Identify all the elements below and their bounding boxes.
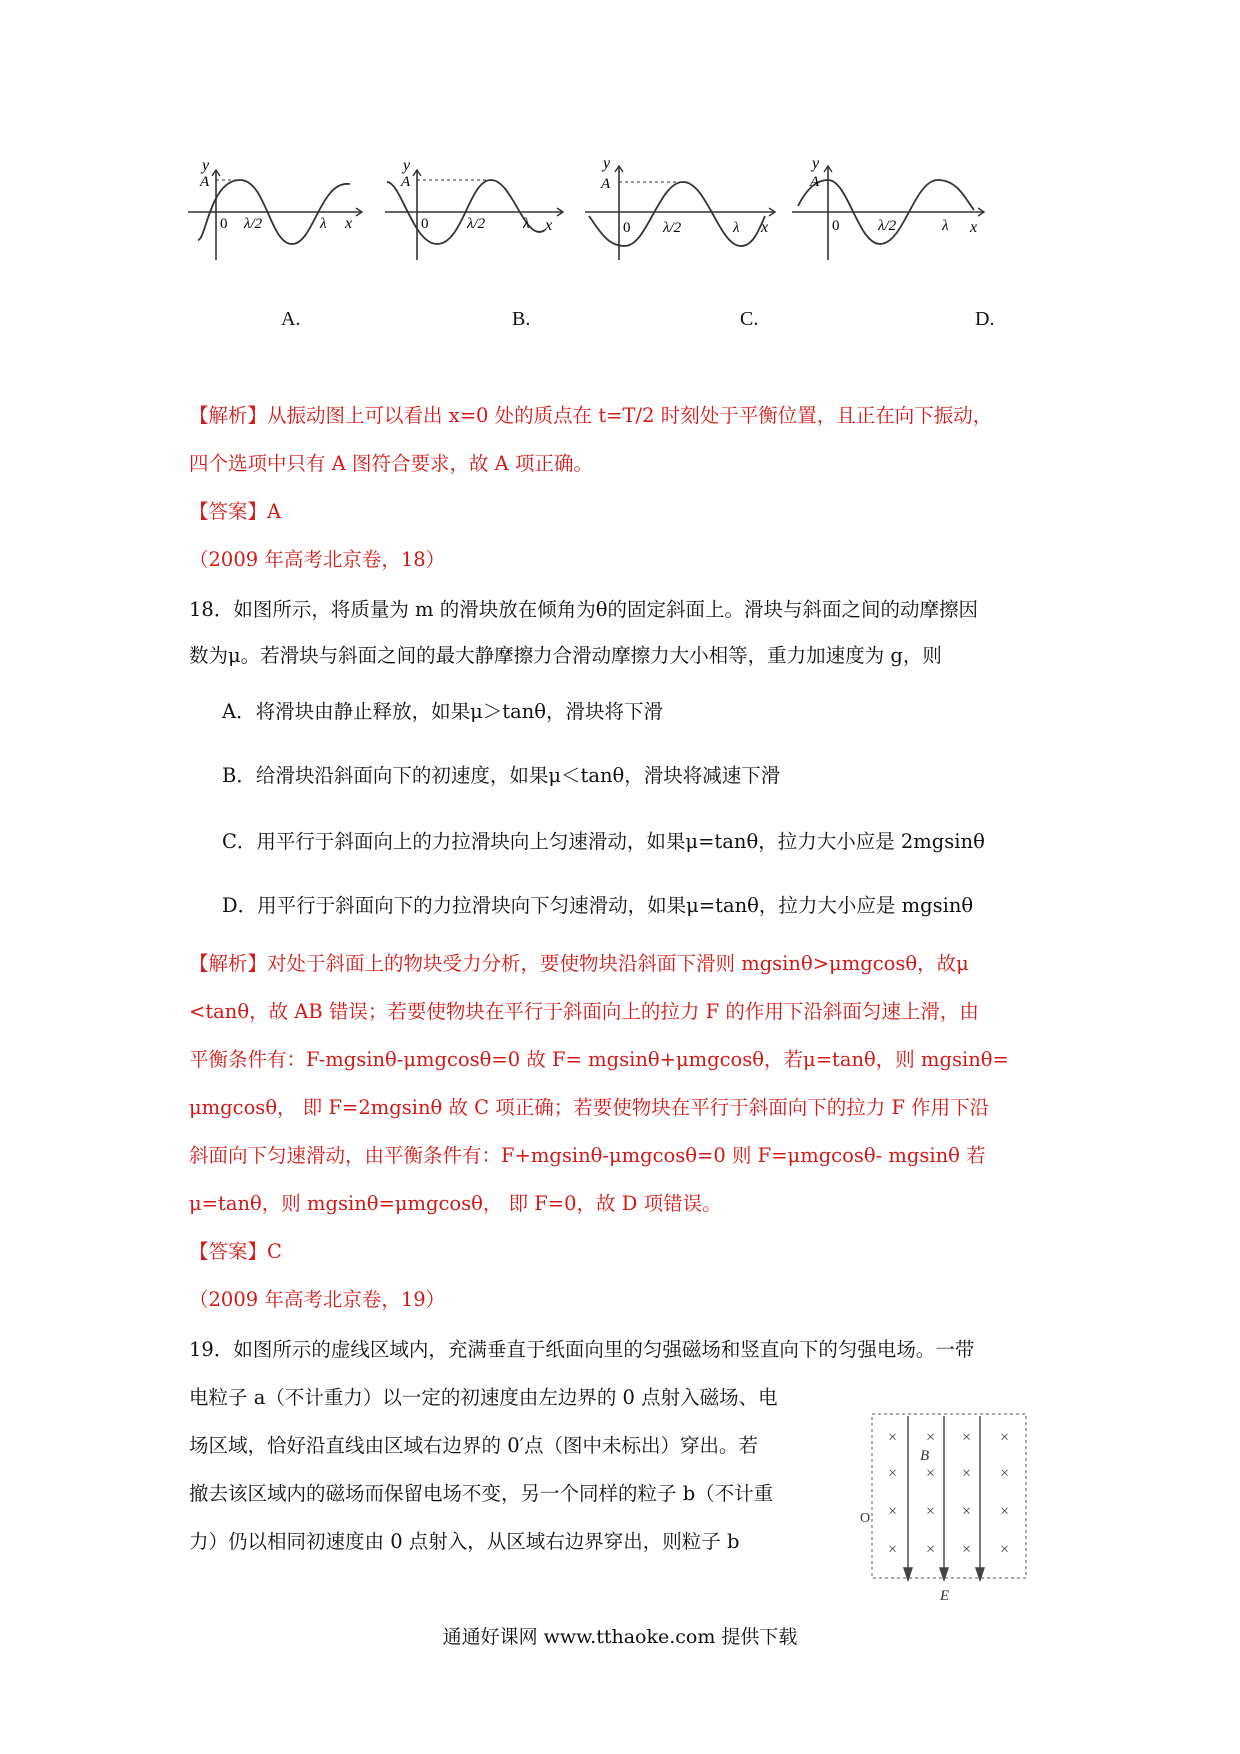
solution18-line4: μmgcosθ， 即 F=2mgsinθ 故 C 项正确；若要使物块在平行于斜面向下的拉力 F 作用下沿: [189, 1096, 990, 1119]
wave-a-amp-label: A: [200, 174, 210, 190]
field-cross: ×: [962, 1429, 972, 1446]
solution18-line1: 【解析】对处于斜面上的物块受力分析，要使物块沿斜面下滑则 mgsinθ>μmgcosθ，故μ: [189, 952, 969, 975]
wave-a-x-label: x: [345, 215, 353, 232]
q18-option-d: D．用平行于斜面向下的力拉滑块向下匀速滑动，如果μ=tanθ，拉力大小应是 mgsinθ: [222, 894, 974, 917]
wave-a-origin: 0: [220, 216, 228, 232]
wave-c-lambda: λ: [733, 220, 740, 236]
wave-c-amp-label: A: [601, 176, 611, 192]
field-cross: ×: [888, 1503, 898, 1520]
solution18-line5: 斜面向下匀速滑动，由平衡条件有：F+mgsinθ-μmgcosθ=0 则 F=μmgcosθ- mgsinθ 若: [189, 1144, 986, 1167]
answer18: 【答案】C: [189, 1240, 282, 1263]
solution18-line6: μ=tanθ，则 mgsinθ=μmgcosθ， 即 F=0，故 D 项错误。: [189, 1192, 722, 1215]
field-cross: ×: [1000, 1429, 1010, 1446]
field-cross: ×: [926, 1541, 936, 1558]
wave-b-half-lambda: λ/2: [467, 216, 486, 232]
field-cross: ×: [962, 1465, 972, 1482]
wave-c-half-lambda: λ/2: [663, 220, 682, 236]
field-cross: ×: [962, 1503, 972, 1520]
wave-d-x-label: x: [970, 219, 978, 236]
wave-c-origin: 0: [623, 220, 631, 236]
q18-option-b: B．给滑块沿斜面向下的初速度，如果μ＜tanθ，滑块将减速下滑: [222, 764, 781, 787]
field-cross: ×: [962, 1541, 972, 1558]
wave-b-x-label: x: [545, 217, 553, 234]
field-cross: ×: [1000, 1465, 1010, 1482]
wave-d-origin: 0: [832, 218, 840, 234]
field-figure: [860, 1408, 1040, 1606]
wave-c-x-label: x: [761, 219, 769, 236]
wave-d-amp-label: A: [810, 174, 820, 190]
wave-figure-d: [792, 160, 984, 260]
field-cross: ×: [926, 1429, 936, 1446]
wave-figure-b: [385, 160, 563, 260]
wave-figure-a: [188, 160, 362, 260]
answer17: 【答案】A: [189, 500, 282, 523]
field-crosses: [888, 1429, 1009, 1558]
field-cross: ×: [888, 1541, 898, 1558]
solution17-line2: 四个选项中只有 A 图符合要求，故 A 项正确。: [189, 452, 593, 475]
page-footer: 通通好课网 www.tthaoke.com 提供下载: [442, 1626, 798, 1648]
field-cross: ×: [1000, 1503, 1010, 1520]
q19-line3: 场区域，恰好沿直线由区域右边界的 0′点（图中未标出）穿出。若: [189, 1434, 759, 1457]
solution18-line2: <tanθ，故 AB 错误；若要使物块在平行于斜面向上的拉力 F 的作用下沿斜面匀速上滑，由: [189, 1000, 979, 1023]
source18: （2009 年高考北京卷，18）: [189, 548, 446, 571]
q19-line1: 19．如图所示的虚线区域内，充满垂直于纸面向里的匀强磁场和竖直向下的匀强电场。一带: [189, 1338, 975, 1361]
wave-a-y-label: y: [202, 160, 210, 174]
q18-option-a: A．将滑块由静止释放，如果μ＞tanθ，滑块将下滑: [222, 700, 664, 723]
wave-a-half-lambda: λ/2: [244, 216, 263, 232]
q19-line5: 力）仍以相同初速度由 0 点射入，从区域右边界穿出，则粒子 b: [189, 1530, 740, 1553]
wave-figure-c: [585, 160, 775, 260]
wave-b-amp-label: A: [401, 174, 411, 190]
field-e-label: E: [940, 1588, 950, 1604]
wave-b-origin: 0: [421, 216, 429, 232]
field-cross: ×: [888, 1429, 898, 1446]
wave-a-lambda: λ: [320, 216, 327, 232]
wave-d-y-label: y: [812, 160, 820, 172]
q19-line2: 电粒子 a（不计重力）以一定的初速度由左边界的 0 点射入磁场、电: [189, 1386, 778, 1409]
q19-line4: 撤去该区域内的磁场而保留电场不变，另一个同样的粒子 b（不计重: [189, 1482, 774, 1505]
wave-label-c: C.: [740, 308, 759, 330]
solution18-line3: 平衡条件有：F-mgsinθ-μmgcosθ=0 故 F= mgsinθ+μmgcosθ，若μ=tanθ，则 mgsinθ=: [189, 1048, 1009, 1071]
field-b-label: B: [920, 1448, 930, 1464]
wave-d-half-lambda: λ/2: [878, 218, 897, 234]
source19: （2009 年高考北京卷，19）: [189, 1288, 446, 1311]
wave-b-lambda: λ: [523, 216, 530, 232]
q18-line1: 18．如图所示，将质量为 m 的滑块放在倾角为θ的固定斜面上。滑块与斜面之间的动摩擦因: [189, 598, 978, 621]
field-o-label: O: [860, 1511, 871, 1526]
wave-d-lambda: λ: [942, 218, 949, 234]
wave-label-d: D.: [975, 308, 995, 330]
field-cross: ×: [888, 1465, 898, 1482]
wave-c-y-label: y: [603, 160, 611, 172]
field-cross: ×: [1000, 1541, 1010, 1558]
wave-b-y-label: y: [403, 160, 411, 174]
wave-figures: [180, 160, 1100, 270]
solution17-line1: 【解析】从振动图上可以看出 x=0 处的质点在 t=T/2 时刻处于平衡位置，且正在向下振动，: [189, 404, 993, 427]
q18-option-c: C．用平行于斜面向上的力拉滑块向上匀速滑动，如果μ=tanθ，拉力大小应是 2mgsinθ: [222, 830, 985, 853]
q18-line2: 数为μ。若滑块与斜面之间的最大静摩擦力合滑动摩擦力大小相等，重力加速度为 g，则: [189, 644, 942, 667]
field-cross: ×: [926, 1465, 936, 1482]
wave-label-a: A.: [281, 308, 301, 330]
wave-label-b: B.: [512, 308, 531, 330]
field-cross: ×: [926, 1503, 936, 1520]
